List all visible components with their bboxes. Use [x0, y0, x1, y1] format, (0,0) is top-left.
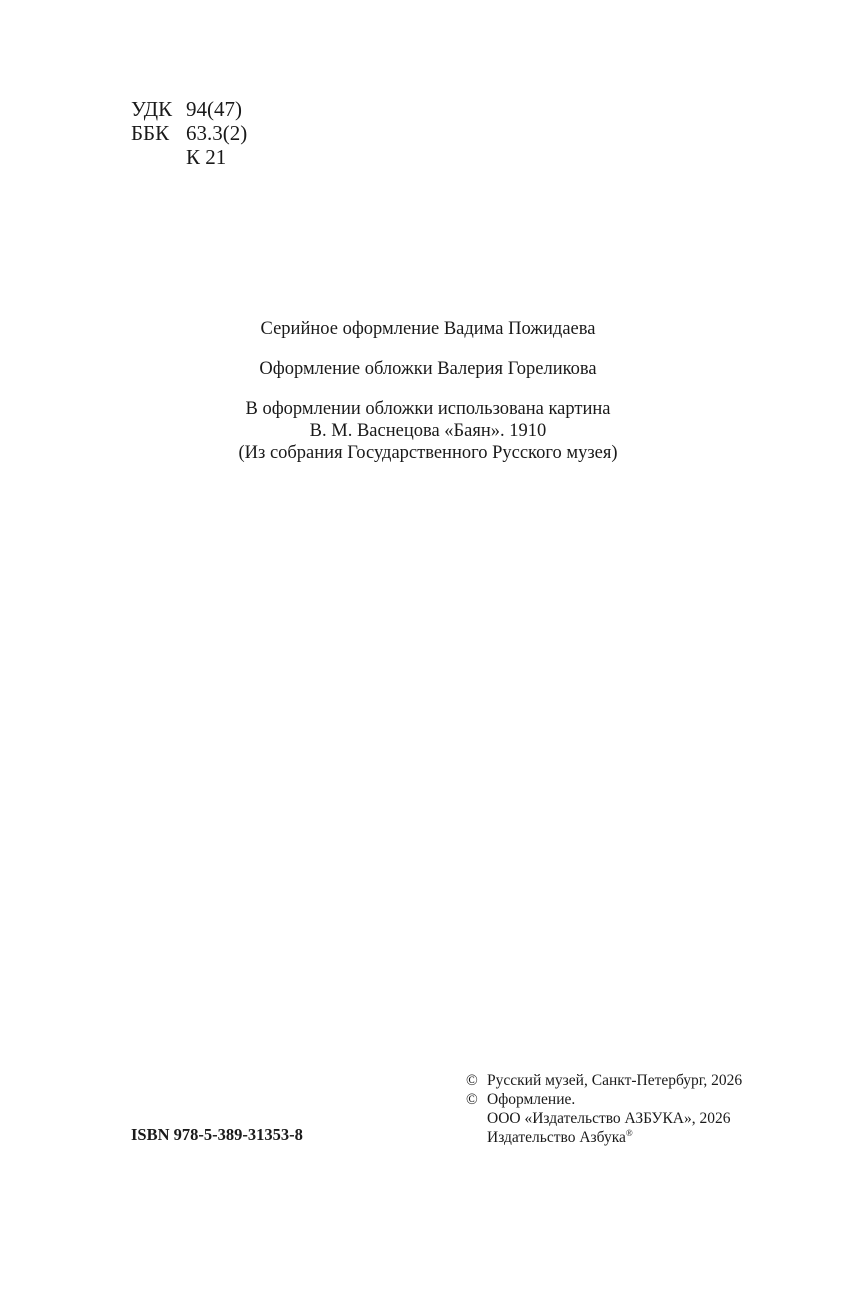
- bbk-value: 63.3(2): [186, 121, 248, 145]
- bbk-label: ББК: [131, 121, 170, 145]
- painting-credit-line-3: (Из собрания Государственного Русского музея): [238, 443, 618, 463]
- painting-credit: [0, 398, 856, 464]
- copyright-museum: Русский музей, Санкт-Петербург, 2026: [487, 1072, 743, 1089]
- udk-row: [131, 97, 247, 121]
- classification-block: [131, 97, 247, 169]
- registered-trademark-icon: ®: [625, 1127, 633, 1138]
- udk-label: УДК: [131, 97, 173, 121]
- copyright-publisher-llc: ООО «Издательство АЗБУКА», 2026: [487, 1110, 731, 1127]
- painting-credit-line-2: В. М. Васнецова «Баян». 1910: [309, 421, 547, 441]
- copyright-publisher-trademark: [466, 1128, 742, 1147]
- bbk-row: [131, 121, 247, 145]
- copyright-icon: ©: [466, 1091, 478, 1108]
- cover-design-credit: Оформление обложки Валерия Гореликова: [259, 359, 597, 379]
- publisher-trademark-name: Издательство Азбука: [487, 1129, 626, 1146]
- copyright-design: Оформление.: [487, 1091, 576, 1108]
- copyright-row-design: [466, 1090, 742, 1109]
- isbn: ISBN 978-5-389-31353-8: [131, 1125, 303, 1144]
- series-design-credit: Серийное оформление Вадима Пожидаева: [260, 319, 596, 339]
- painting-credit-line-1: В оформлении обложки использована картина: [245, 399, 611, 419]
- copyright-block: [466, 1071, 742, 1147]
- author-sign: К 21: [186, 145, 227, 169]
- copyright-icon: ©: [466, 1072, 478, 1089]
- udk-value: 94(47): [186, 97, 242, 121]
- copyright-row-museum: [466, 1071, 742, 1090]
